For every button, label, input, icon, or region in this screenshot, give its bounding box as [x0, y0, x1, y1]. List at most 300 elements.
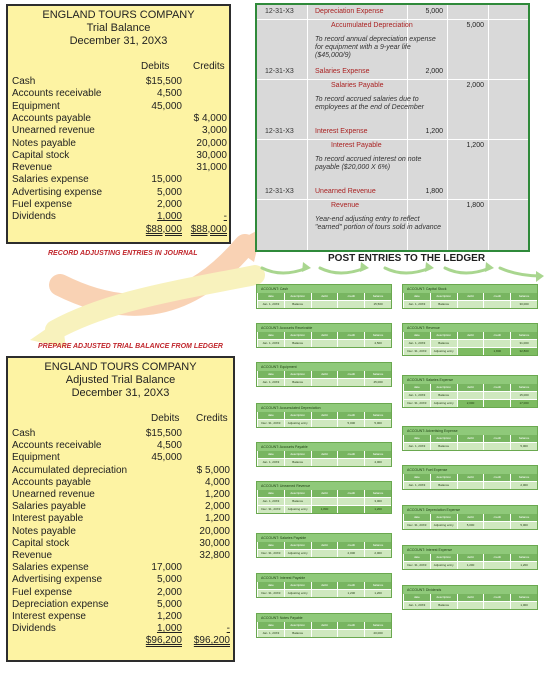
ledger-cell: Jan. 1, 20X3: [403, 602, 430, 609]
ledger-header-row: [257, 451, 391, 458]
ledger-header-cell: date: [257, 412, 284, 419]
ledger-cell: Balance: [430, 482, 457, 489]
ledger-header-cell: description: [284, 582, 311, 589]
ledger-header-row: [257, 582, 391, 589]
debit-amount: 1,000: [156, 623, 182, 635]
ledger-cell: Dec. 31, 20X3: [403, 522, 430, 529]
account-name: Equipment: [12, 452, 60, 464]
ledger-header-cell: credit: [337, 622, 364, 629]
company-name: ENGLAND TOURS COMPANY: [44, 361, 197, 373]
ledger-cell: 4,500: [364, 340, 391, 347]
caption-prepare: PREPARE ADJUSTED TRIAL BALANCE FROM LEDGER: [38, 343, 223, 350]
ledger-header-cell: credit: [483, 293, 510, 300]
ledger-cell: Balance: [430, 340, 457, 347]
ledger-cell: 32,800: [510, 348, 537, 355]
ledger-account: [402, 426, 538, 451]
caption-post: POST ENTRIES TO THE LEDGER: [328, 253, 486, 264]
account-name: Cash: [12, 428, 36, 439]
ledger-cell: [457, 482, 484, 489]
account-row: [12, 76, 225, 88]
ledger-header-row: [403, 474, 537, 481]
ledger-header-cell: credit: [483, 554, 510, 561]
ledger-cell: 5,000: [510, 522, 537, 529]
ledger-header-cell: debit: [457, 474, 484, 481]
ledger-header-row: [403, 514, 537, 521]
ledger-cell: Balance: [284, 379, 311, 386]
account-name: Notes payable: [12, 137, 76, 149]
account-name: Interest payable: [12, 513, 84, 525]
ledger-header-cell: date: [403, 554, 430, 561]
ledger-header-cell: credit: [483, 594, 510, 601]
ledger-header-cell: description: [430, 594, 457, 601]
ledger-account: [256, 533, 392, 558]
journal-date: 12-31-X3: [265, 128, 294, 135]
ledger-cell: Jan. 1, 20X3: [257, 498, 284, 505]
ledger-cell: [311, 590, 338, 597]
ledger-cell: [483, 301, 510, 308]
total-credits: $96,200: [193, 635, 230, 647]
account-row: [12, 452, 229, 464]
ledger-header-cell: description: [430, 332, 457, 339]
ledger-header-cell: balance: [510, 554, 537, 561]
ledger-cell: [311, 340, 338, 347]
ledger-header-cell: description: [430, 514, 457, 521]
account-name: Capital stock: [12, 537, 70, 549]
account-name: Advertising expense: [12, 574, 103, 586]
account-name: Accumulated depreciation: [12, 464, 128, 476]
account-name: Revenue: [12, 162, 53, 174]
ledger-cell: Balance: [430, 301, 457, 308]
ledger-header-row: [257, 542, 391, 549]
ledger-row: [257, 549, 391, 557]
ledger-cell: [483, 443, 510, 450]
ledger-header-cell: date: [403, 293, 430, 300]
ledger-header-cell: date: [257, 371, 284, 378]
ledger-cell: Adjusting entry: [284, 420, 311, 427]
ledger-title: ACCOUNT: Revenue: [403, 324, 537, 332]
ledger-header-cell: description: [284, 490, 311, 497]
total-credits: $88,000: [190, 223, 227, 235]
ledger-cell: 1,200: [364, 590, 391, 597]
ledger-header-row: [257, 412, 391, 419]
ledger-cell: Adjusting entry: [284, 590, 311, 597]
account-row: [12, 101, 225, 113]
ledger-title: ACCOUNT: Cash: [257, 285, 391, 293]
ledger-title: ACCOUNT: Accounts Receivable: [257, 324, 391, 332]
account-row: [12, 211, 225, 223]
ledger-header-cell: debit: [311, 451, 338, 458]
statement-date: December 31, 20X3: [71, 387, 170, 399]
ledger-row: [403, 347, 537, 355]
journal-grid-line: [307, 5, 308, 250]
account-name: Salaries payable: [12, 501, 86, 513]
journal-explanation: To record annual depreciation expense for equipment with a 9-year life ($45,000/9): [315, 36, 436, 59]
ledger-cell: [337, 379, 364, 386]
ledger-header-cell: debit: [311, 622, 338, 629]
debits-header: Debits: [141, 61, 170, 72]
debit-account: Salaries Expense: [315, 68, 370, 75]
debit-amount: $15,500: [145, 428, 182, 439]
account-name: Accounts receivable: [12, 88, 102, 100]
ledger-cell: Jan. 1, 20X3: [257, 340, 284, 347]
totals-row: [12, 224, 225, 236]
ledger-cell: 5,000: [510, 443, 537, 450]
journal-credit: 1,800: [466, 202, 484, 209]
ledger-header-cell: debit: [311, 371, 338, 378]
account-name: Cash: [12, 76, 36, 87]
debit-amount: 5,000: [156, 574, 182, 586]
ledger-header-cell: credit: [483, 435, 510, 442]
account-row: [12, 465, 229, 477]
ledger-cell: 2,000: [457, 400, 484, 407]
ledger-cell: [483, 522, 510, 529]
account-row: [12, 113, 225, 125]
journal-credit: 2,000: [466, 82, 484, 89]
ledger-account: [256, 403, 392, 428]
credit-account: Accumulated Depreciation: [331, 22, 413, 29]
ledger-cell: [457, 602, 484, 609]
journal-debit: 2,000: [425, 68, 443, 75]
ledger-account: [402, 323, 538, 356]
ledger-header-cell: date: [403, 514, 430, 521]
ledger-header-cell: date: [403, 332, 430, 339]
ledger-header-cell: credit: [337, 371, 364, 378]
ledger-title: ACCOUNT: Accounts Payable: [257, 443, 391, 451]
ledger-header-row: [403, 554, 537, 561]
ledger-header-cell: debit: [457, 554, 484, 561]
ledger-header-cell: balance: [364, 293, 391, 300]
company-name: ENGLAND TOURS COMPANY: [42, 9, 195, 21]
ledger-cell: 1,200: [364, 506, 391, 513]
ledger-cell: Jan. 1, 20X3: [403, 301, 430, 308]
ledger-cell: [457, 392, 484, 399]
ledger-header-cell: balance: [364, 371, 391, 378]
account-row: [12, 440, 229, 452]
ledger-title: ACCOUNT: Depreciation Expense: [403, 506, 537, 514]
ledger-header-row: [403, 332, 537, 339]
ledger-header-cell: date: [257, 293, 284, 300]
totals-row: [12, 635, 229, 647]
ledger-cell: Jan. 1, 20X3: [403, 443, 430, 450]
ledger-title: ACCOUNT: Advertising Expense: [403, 427, 537, 435]
ledger-cell: [483, 392, 510, 399]
ledger-cell: Jan. 1, 20X3: [257, 459, 284, 466]
ledger-cell: 3,000: [364, 498, 391, 505]
account-row: [12, 550, 229, 562]
debit-amount: 45,000: [151, 452, 182, 464]
ledger-row: [257, 629, 391, 637]
journal-row-line: [257, 19, 528, 20]
ledger-cell: Balance: [284, 340, 311, 347]
ledger-cell: 15,500: [364, 301, 391, 308]
ledger-header-row: [403, 594, 537, 601]
ledger-header-cell: debit: [311, 542, 338, 549]
ledger-cell: 15,000: [510, 392, 537, 399]
ledger-header-cell: credit: [337, 582, 364, 589]
ledger-row: [257, 378, 391, 386]
ledger-header-cell: balance: [364, 490, 391, 497]
ledger-header-cell: balance: [364, 412, 391, 419]
ledger-row: [403, 391, 537, 399]
account-row: [12, 428, 229, 440]
ledger-header-cell: date: [257, 490, 284, 497]
ledger-cell: Dec. 31, 20X3: [257, 590, 284, 597]
journal-row-line: [257, 199, 528, 200]
ledger-cell: Dec. 31, 20X3: [257, 420, 284, 427]
account-name: Accounts payable: [12, 112, 91, 124]
ledger-header-cell: credit: [483, 514, 510, 521]
debit-account: Depreciation Expense: [315, 8, 384, 15]
ledger-header-cell: date: [257, 582, 284, 589]
ledger-cell: [457, 340, 484, 347]
ledger-row: [257, 505, 391, 513]
ledger-cell: 2,000: [337, 550, 364, 557]
account-row: [12, 562, 229, 574]
ledger-cell: [337, 301, 364, 308]
ledger-header-cell: debit: [457, 435, 484, 442]
ledger-header-cell: credit: [337, 490, 364, 497]
account-row: [12, 150, 225, 162]
journal-debit: 1,200: [425, 128, 443, 135]
ledger-cell: 30,000: [510, 301, 537, 308]
general-journal: [255, 3, 530, 252]
credit-amount: 4,000: [204, 476, 230, 488]
ledger-row: [403, 339, 537, 347]
ledger-cell: 1,200: [457, 562, 484, 569]
statement-title: Trial Balance: [86, 22, 151, 34]
credit-amount: 3,000: [201, 125, 227, 137]
account-name: Unearned revenue: [12, 489, 95, 500]
ledger-cell: Balance: [284, 498, 311, 505]
ledger-cell: Dec. 31, 20X3: [257, 550, 284, 557]
ledger-account: [256, 613, 392, 638]
ledger-header-cell: balance: [510, 293, 537, 300]
credit-amount: 32,800: [199, 550, 230, 561]
account-name: Notes payable: [12, 525, 76, 537]
credit-amount: 20,000: [196, 137, 227, 149]
account-name: Accounts payable: [12, 476, 91, 488]
account-row: [12, 88, 225, 100]
account-name: Dividends: [12, 623, 56, 635]
credit-amount: 1,200: [204, 489, 230, 500]
ledger-header-cell: date: [257, 451, 284, 458]
total-debits: $88,000: [145, 223, 182, 235]
ledger-header-cell: credit: [337, 412, 364, 419]
ledger-header-cell: credit: [337, 451, 364, 458]
journal-grid-line: [488, 5, 489, 250]
credit-amount: 1,200: [204, 513, 230, 525]
account-row: [12, 574, 229, 586]
ledger-title: ACCOUNT: Accumulated Depreciation: [257, 404, 391, 412]
account-row: [12, 125, 225, 137]
ledger-cell: Jan. 1, 20X3: [403, 392, 430, 399]
ledger-cell: Balance: [430, 392, 457, 399]
ledger-cell: Adjusting entry: [284, 506, 311, 513]
account-name: Accounts receivable: [12, 440, 102, 452]
ledger-header-cell: description: [284, 332, 311, 339]
ledger-header-row: [257, 622, 391, 629]
account-row: [12, 623, 229, 635]
ledger-cell: 5,000: [457, 522, 484, 529]
ledger-cell: [311, 550, 338, 557]
account-name: Depreciation expense: [12, 598, 109, 610]
ledger-header-cell: debit: [311, 582, 338, 589]
ledger-cell: Adjusting entry: [430, 522, 457, 529]
ledger-title: ACCOUNT: Fuel Expense: [403, 466, 537, 474]
ledger-row: [403, 399, 537, 407]
debit-amount: 1,000: [156, 211, 182, 223]
ledger-header-cell: credit: [337, 293, 364, 300]
ledger-row: [403, 442, 537, 450]
ledger-header-cell: description: [430, 474, 457, 481]
ledger-row: [403, 601, 537, 609]
total-debits: $96,200: [145, 635, 182, 647]
ledger-account: [402, 585, 538, 610]
ledger-header-row: [403, 435, 537, 442]
ledger-account: [402, 545, 538, 570]
ledger-cell: [483, 340, 510, 347]
account-row: [12, 599, 229, 611]
ledger-cell: 17,000: [510, 400, 537, 407]
ledger-cell: [311, 498, 338, 505]
ledger-header-cell: date: [403, 594, 430, 601]
ledger-cell: Dec. 31, 20X3: [403, 562, 430, 569]
debit-account: Interest Expense: [315, 128, 368, 135]
debit-amount: 5,000: [156, 598, 182, 610]
ledger-account: [256, 323, 392, 348]
ledger-header-cell: debit: [457, 594, 484, 601]
account-name: Revenue: [12, 550, 53, 561]
ledger-cell: Dec. 31, 20X3: [403, 400, 430, 407]
ledger-header-cell: debit: [457, 384, 484, 391]
account-row: [12, 513, 229, 525]
credit-amount: 30,000: [199, 537, 230, 549]
account-row: [12, 477, 229, 489]
account-name: Salaries expense: [12, 562, 89, 574]
journal-date: 12-31-X3: [265, 8, 294, 15]
ledger-cell: 5,000: [337, 420, 364, 427]
ledger-cell: 2,000: [364, 550, 391, 557]
ledger-cell: 4,000: [364, 459, 391, 466]
journal-grid-line: [447, 5, 448, 250]
ledger-cell: Balance: [284, 459, 311, 466]
ledger-header-cell: balance: [510, 332, 537, 339]
ledger-cell: Balance: [430, 602, 457, 609]
ledger-account: [256, 481, 392, 514]
account-name: Dividends: [12, 211, 56, 223]
ledger-row: [403, 561, 537, 569]
ledger-header-cell: date: [257, 542, 284, 549]
account-name: Salaries expense: [12, 174, 89, 186]
ledger-cell: 20,000: [364, 630, 391, 637]
credit-account: Interest Payable: [331, 142, 382, 149]
ledger-cell: 45,000: [364, 379, 391, 386]
ledger-cell: [483, 400, 510, 407]
debit-amount: 2,000: [156, 199, 182, 210]
ledger-cell: [337, 498, 364, 505]
ledger-title: ACCOUNT: Equipment: [257, 363, 391, 371]
ledger-header-cell: balance: [510, 384, 537, 391]
ledger-header-cell: debit: [311, 490, 338, 497]
ledger-cell: Dec. 31, 20X3: [403, 348, 430, 355]
ledger-header-row: [403, 384, 537, 391]
account-row: [12, 199, 225, 211]
ledger-cell: Adjusting entry: [430, 562, 457, 569]
ledger-header-cell: debit: [311, 412, 338, 419]
ledger-account: [256, 573, 392, 598]
ledger-cell: 2,000: [510, 482, 537, 489]
journal-row-line: [257, 139, 528, 140]
journal-row-line: [257, 79, 528, 80]
ledger-account: [402, 505, 538, 530]
ledger-row: [257, 300, 391, 308]
ledger-header-cell: description: [284, 412, 311, 419]
debit-amount: 1,200: [156, 611, 182, 622]
trial-balance: [6, 4, 231, 244]
ledger-title: ACCOUNT: Dividends: [403, 586, 537, 594]
ledger-header-cell: balance: [510, 474, 537, 481]
account-name: Equipment: [12, 100, 60, 112]
ledger-title: ACCOUNT: Notes Payable: [257, 614, 391, 622]
journal-credit: 1,200: [466, 142, 484, 149]
ledger-header-cell: balance: [364, 451, 391, 458]
ledger-cell: Balance: [284, 630, 311, 637]
account-row: [12, 187, 225, 199]
ledger-cell: Jan. 1, 20X3: [403, 340, 430, 347]
credit-account: Revenue: [331, 202, 360, 209]
journal-date: 12-31-X3: [265, 188, 294, 195]
ledger-header-cell: balance: [510, 435, 537, 442]
ledger-header-cell: credit: [483, 384, 510, 391]
ledger-cell: Balance: [284, 301, 311, 308]
ledger-account: [402, 375, 538, 408]
trial-balance-header: [8, 6, 229, 48]
ledger-cell: Adjusting entry: [430, 400, 457, 407]
ledger-cell: 1,200: [510, 562, 537, 569]
account-name: Advertising expense: [12, 186, 103, 198]
ledger-cell: 5,000: [364, 420, 391, 427]
ledger-cell: 1,200: [337, 590, 364, 597]
debit-amount: 45,000: [151, 100, 182, 112]
ledger-header-row: [257, 332, 391, 339]
ledger-cell: [483, 482, 510, 489]
ledger-header-cell: description: [430, 435, 457, 442]
account-name: Unearned revenue: [12, 125, 95, 137]
journal-explanation: To record accrued interest on note payable ($20,000 X 6%): [315, 156, 422, 171]
ledger-header-cell: balance: [364, 542, 391, 549]
ledger-header-cell: debit: [457, 514, 484, 521]
ledger-cell: [483, 562, 510, 569]
ledger-cell: [311, 459, 338, 466]
ledger-title: ACCOUNT: Unearned Revenue: [257, 482, 391, 490]
account-row: [12, 526, 229, 538]
ledger-header-cell: debit: [311, 332, 338, 339]
ledger-cell: Adjusting entry: [284, 550, 311, 557]
credit-amount: $ 5,000: [196, 464, 230, 476]
ledger-header-row: [403, 293, 537, 300]
debit-amount: 17,000: [151, 562, 182, 574]
ledger-row: [403, 481, 537, 489]
credit-amount: 2,000: [204, 501, 230, 513]
caption-record: RECORD ADJUSTING ENTRIES IN JOURNAL: [48, 250, 198, 257]
ledger-cell: 1,800: [311, 506, 338, 513]
ledger-account: [256, 362, 392, 387]
statement-title: Adjusted Trial Balance: [65, 374, 176, 386]
ledger-cell: [483, 602, 510, 609]
account-name: Fuel expense: [12, 199, 73, 210]
ledger-cell: 1,800: [483, 348, 510, 355]
ledger-header-cell: description: [284, 451, 311, 458]
